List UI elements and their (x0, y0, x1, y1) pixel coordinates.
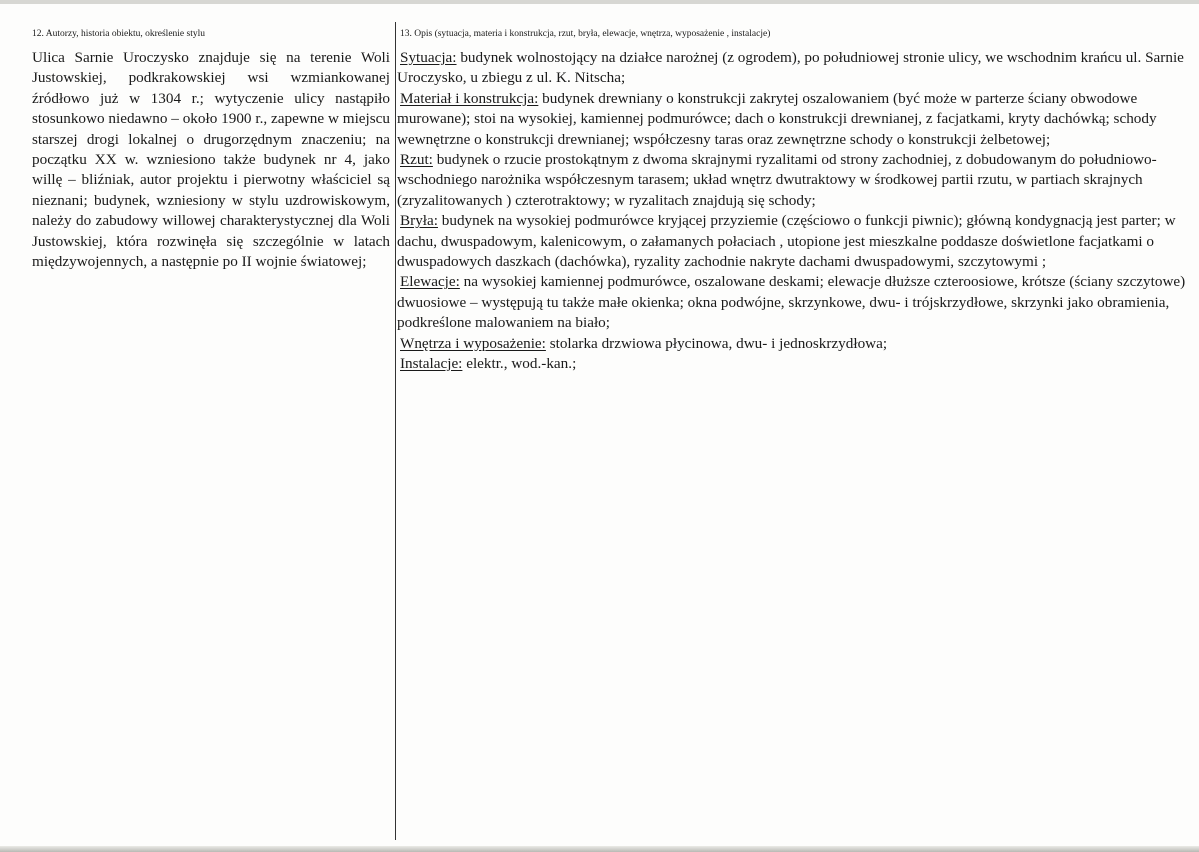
desc-item-rzut (397, 150, 1187, 211)
desc-value-elewacje: na wysokiej kamiennej podmurówce, oszalowane deskami; elewacje dłuższe czteroosiowe, krótsze (ściany szczytowe) dwuosiowe – występują tu także małe okienka; okna podwójne, skrzynkowe, dwu- i trójskrzydłowe, skrzynki jako obramienia, podkreślone malowaniem na biało; (397, 273, 1186, 332)
scan-bottom-edge (0, 846, 1199, 852)
desc-key-elewacje: Elewacje: (400, 273, 460, 291)
desc-value-instalacje: elektr., wod.-kan.; (462, 355, 577, 373)
desc-value-rzut: budynek o rzucie prostokątnym z dwoma skrajnymi ryzalitami od strony zachodniej, z dobudowanym do południowo-wschodniego narożnika współczesnym tarasem; układ wnętrz dwutraktowy w środkowej partii rzutu, w partiach skrajnych (zryzalitowanych ) czterotraktowy; w ryzalitach znajdują się schody; (397, 151, 1157, 209)
desc-key-wnetrza: Wnętrza i wyposażenie: (400, 334, 546, 352)
desc-key-rzut: Rzut: (400, 151, 433, 169)
desc-value-wnetrza: stolarka drzwiowa płycinowa, dwu- i jednoskrzydłowa; (545, 334, 888, 352)
scan-top-edge (0, 0, 1199, 4)
desc-key-material: Materiał i konstrukcja: (400, 89, 539, 107)
desc-value-bryla: budynek na wysokiej podmurówce kryjącej przyziemie (częściowo o funkcji piwnic); główną kondygnacją jest parter; w dachu, dwuspadowym, kalenicowym, o załamanych połaciach , utopione jest mieszkalne poddasze doświetlone facjatkami o dwuspadowych daszkach (dachówka), ryzality zachodnie nakryte dachami dwuspadowymi, szczytowymi ; (397, 212, 1176, 271)
desc-key-sytuacja: Sytuacja: (400, 49, 457, 66)
desc-item-instalacje (397, 354, 1187, 374)
desc-key-bryla: Bryła: (400, 212, 438, 230)
column-divider (395, 22, 396, 840)
section-12-heading: 12. Autorzy, historia obiektu, określenie stylu (32, 29, 205, 39)
desc-key-instalacje: Instalacje: (400, 355, 463, 373)
section-13-description (397, 28, 1187, 375)
section-12-history (32, 28, 390, 272)
section-12-text: Ulica Sarnie Uroczysko znajduje się na terenie Woli Justowskiej, podkrakowskiej wsi wzmiankowanej źródłowo już w 1304 r.; wytyczenie ulicy nastąpiło stosunkowo niedawno – około 1900 r., zapewne w miejscu starszej drogi lokalnej o drugorzędnym znaczeniu; na początku XX w. wzniesiono także budynek nr 4, jako willę – bliźniak, autor projektu i pierwotny właściciel są nieznani; budynek, wzniesiony w stylu uzdrowiskowym, należy do zabudowy willowej charakterystycznej dla Woli Justowskiej, która rozwinęła się szczególnie w latach międzywojennych, a następnie po II wojnie światowej; (32, 49, 390, 271)
desc-item-bryla (397, 211, 1187, 272)
desc-item-elewacje (397, 272, 1187, 333)
section-13-heading: 13. Opis (sytuacja, materia i konstrukcja, rzut, bryła, elewacje, wnętrza, wyposażenie , instalacje) (400, 29, 771, 39)
desc-item-material (397, 89, 1187, 150)
desc-value-sytuacja: budynek wolnostojący na działce narożnej (z ogrodem), po południowej stronie ulicy, we wschodnim krańcu ul. Sarnie Uroczysko, u zbiegu z ul. K. Nitscha; (397, 49, 1184, 87)
section-13-items (397, 48, 1187, 375)
desc-value-material: budynek drewniany o konstrukcji zakrytej oszalowaniem (być może w parterze ściany obwodowe murowane); stoi na wysokiej, kamiennej podmurówce; dach o konstrukcji drewnianej, z facjatkami, kryty dachówką; schody wewnętrzne o konstrukcji drewnianej; współczesny taras oraz zewnętrzne schody o konstrukcji żelbetowej; (397, 89, 1157, 148)
desc-item-sytuacja (397, 48, 1187, 89)
desc-item-wnetrza (397, 334, 1187, 354)
